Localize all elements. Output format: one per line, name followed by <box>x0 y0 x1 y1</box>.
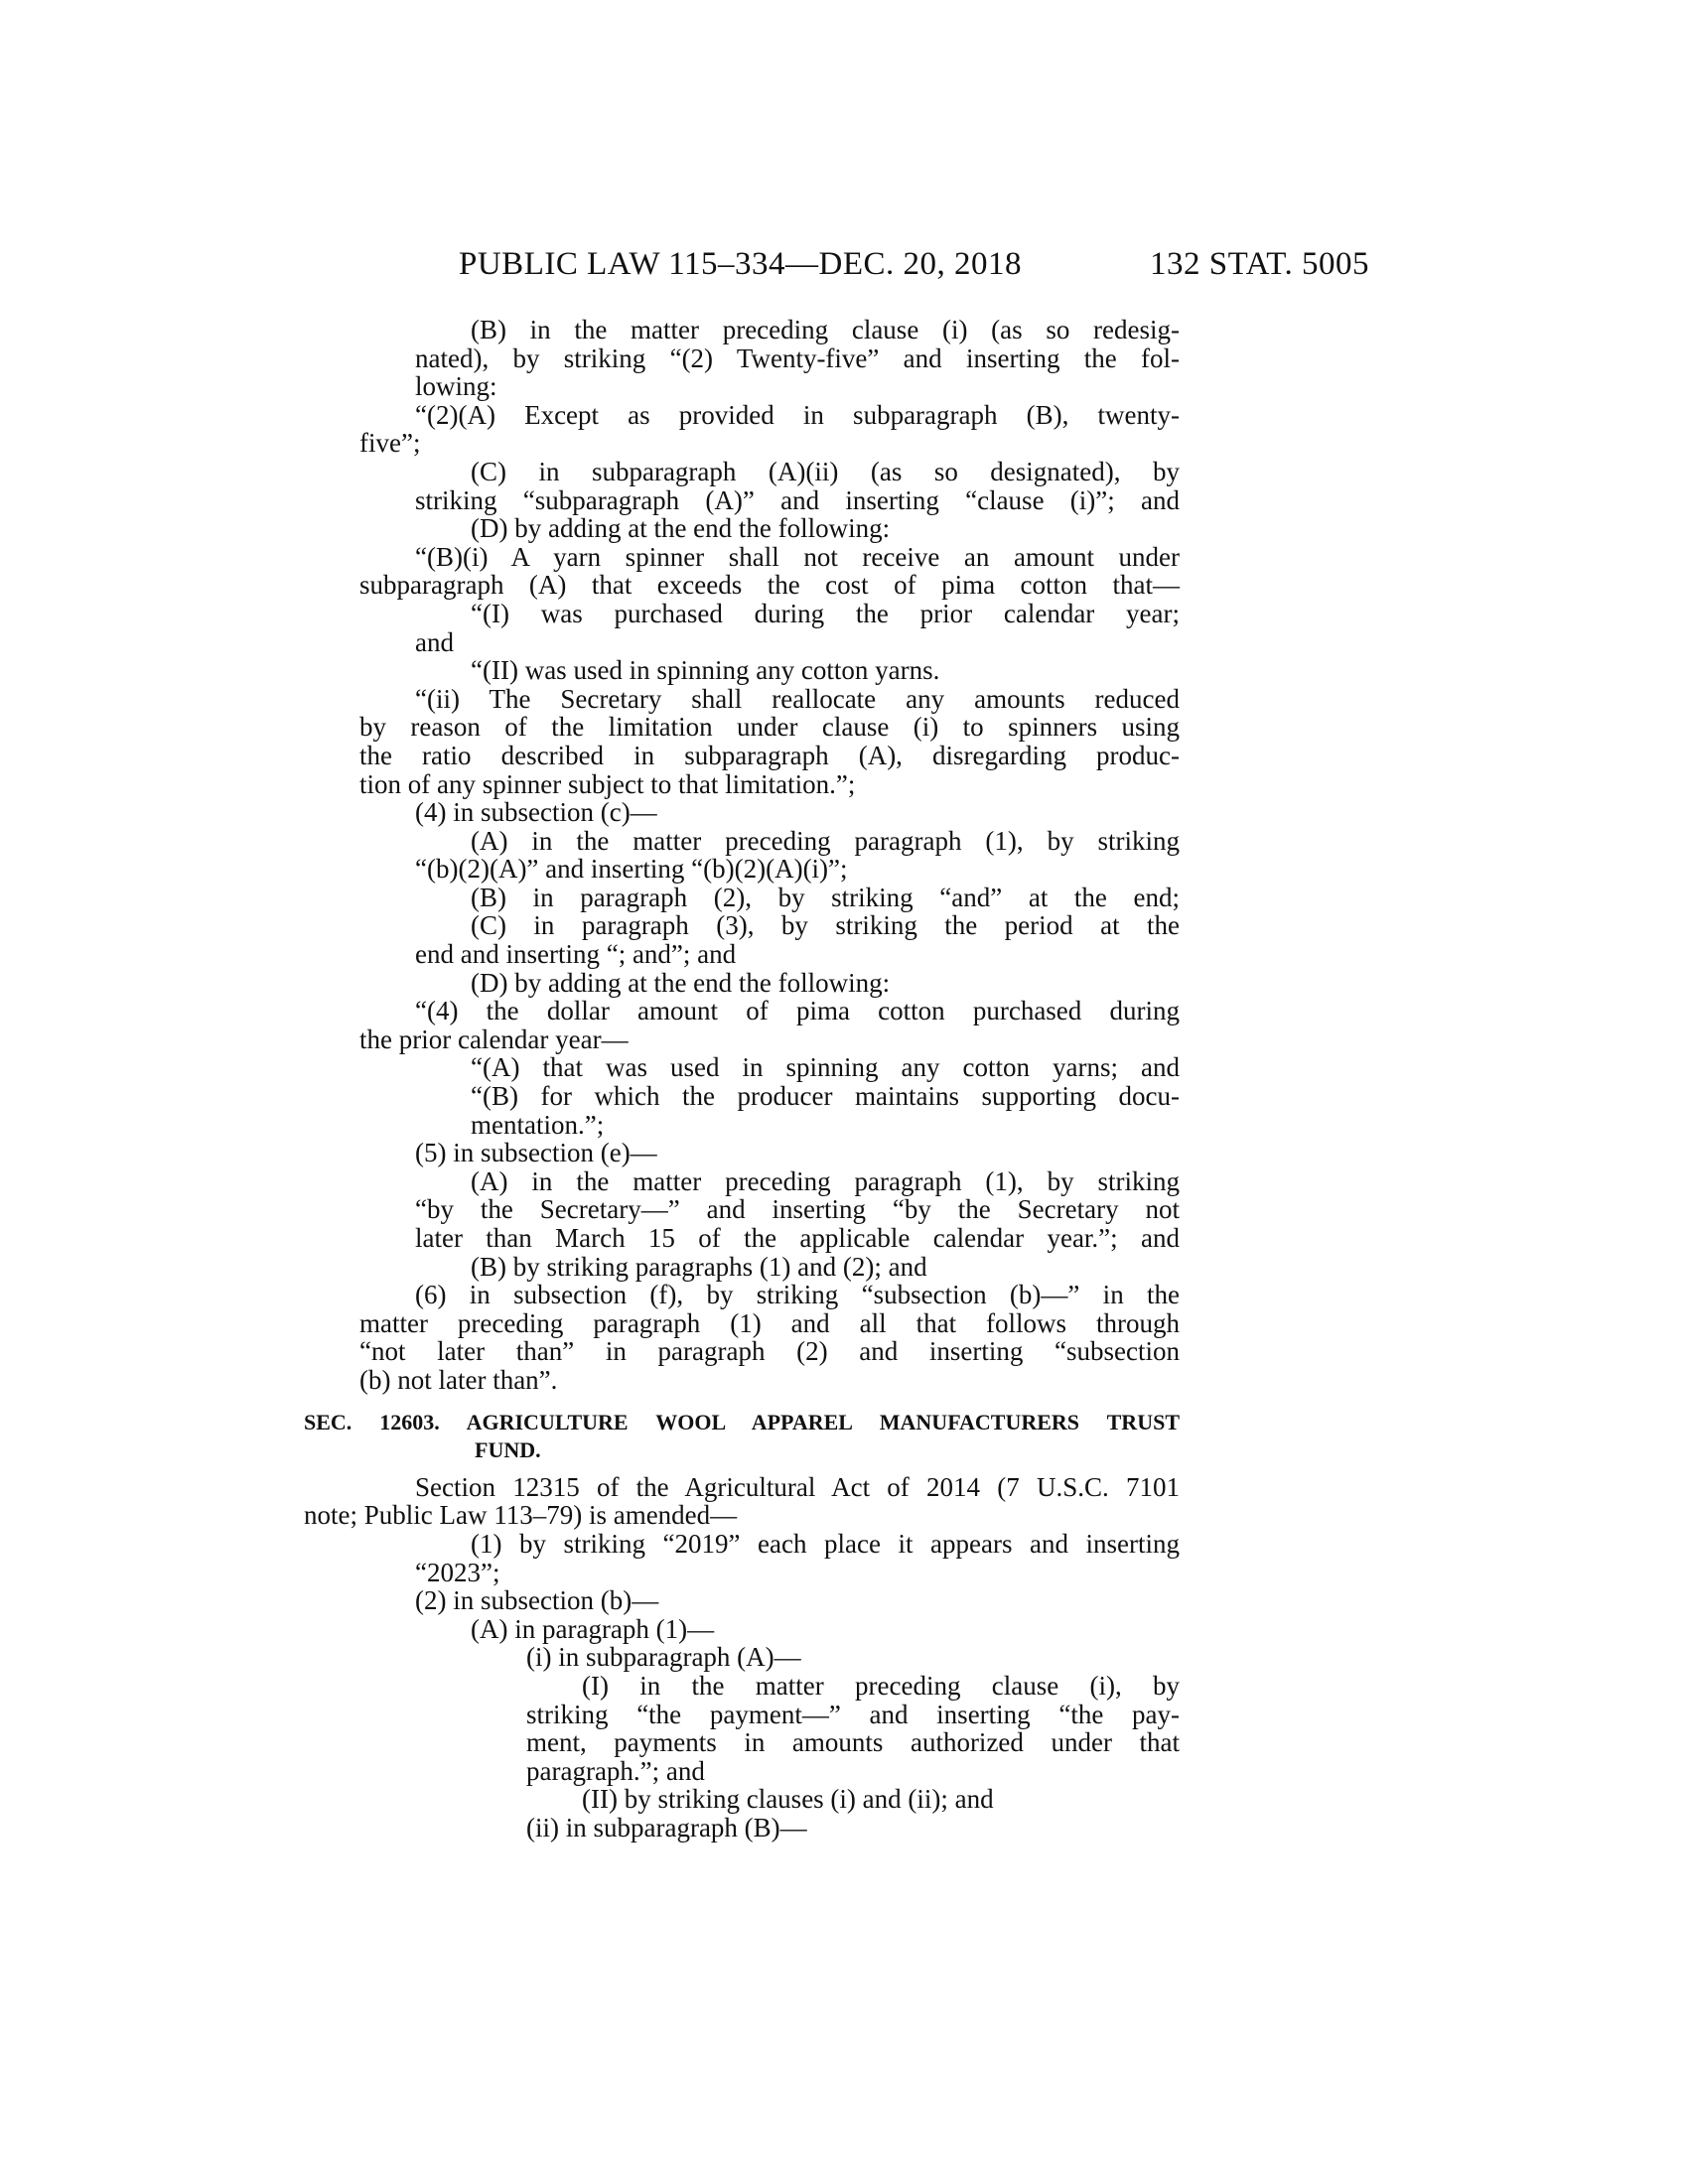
text-line: note; Public Law 113–79) is amended— <box>304 1500 738 1531</box>
text-line: by reason of the limitation under clause (i) to spinners using <box>359 712 1180 743</box>
section-heading-continued: FUND. <box>475 1437 541 1463</box>
text-line: and <box>415 626 454 657</box>
text-line: (D) by adding at the end the following: <box>471 513 891 544</box>
text-line: lowing: <box>415 371 497 402</box>
text-line: “(II) was used in spinning any cotton yarns. <box>471 655 940 686</box>
text-line: (A) in the matter preceding paragraph (1), by striking <box>471 825 1180 856</box>
text-line: ment, payments in amounts authorized under that <box>526 1727 1180 1758</box>
text-line: the ratio described in subparagraph (A), disregarding produc- <box>359 740 1180 770</box>
text-line: (C) in paragraph (3), by striking the period at the <box>471 910 1180 941</box>
text-line: nated), by striking “(2) Twenty-five” and inserting the fol- <box>415 342 1180 373</box>
text-line: paragraph.”; and <box>526 1755 705 1786</box>
text-line: (A) in paragraph (1)— <box>471 1613 715 1644</box>
text-line: tion of any spinner subject to that limitation.”; <box>359 768 856 799</box>
text-line: (4) in subsection (c)— <box>415 797 657 828</box>
page-citation: 132 STAT. 5005 <box>1150 246 1370 282</box>
text-line: the prior calendar year— <box>359 1024 629 1054</box>
section-heading: SEC. 12603. AGRICULTURE WOOL APPAREL MANUFACTURERS TRUST <box>304 1409 1180 1434</box>
text-line: subparagraph (A) that exceeds the cost of pima cotton that— <box>359 570 1180 601</box>
text-line: “(ii) The Secretary shall reallocate any amounts reduced <box>415 683 1180 714</box>
text-line: (6) in subsection (f), by striking “subsection (b)—” in the <box>415 1280 1180 1310</box>
text-line: five”; <box>359 428 421 459</box>
section-spacer <box>359 1395 1180 1409</box>
text-line: later than March 15 of the applicable calendar year.”; and <box>415 1223 1180 1253</box>
text-line: (I) in the matter preceding clause (i), by <box>582 1670 1180 1701</box>
text-line: striking “subparagraph (A)” and inserting “clause (i)”; and <box>415 484 1180 515</box>
text-line: (1) by striking “2019” each place it appears and inserting <box>471 1528 1180 1559</box>
text-line: “(b)(2)(A)” and inserting “(b)(2)(A)(i)”; <box>415 854 848 885</box>
text-line: (ii) in subparagraph (B)— <box>526 1812 807 1843</box>
body-text <box>304 315 1180 1843</box>
text-line: (B) in the matter preceding clause (i) (as so redesig- <box>471 315 1180 344</box>
text-line: (i) in subparagraph (A)— <box>526 1642 801 1673</box>
text-line: “by the Secretary—” and inserting “by the Secretary not <box>415 1194 1180 1225</box>
text-line: “(B)(i) A yarn spinner shall not receive an amount under <box>415 541 1180 572</box>
text-line: mentation.”; <box>471 1109 605 1140</box>
text-line: (b) not later than”. <box>359 1364 558 1395</box>
text-line: (2) in subsection (b)— <box>415 1585 659 1616</box>
text-line: (B) in paragraph (2), by striking “and” at the end; <box>471 882 1180 912</box>
text-line: Section 12315 of the Agricultural Act of 2014 (7 U.S.C. 7101 <box>415 1471 1180 1502</box>
text-line: (5) in subsection (e)— <box>415 1138 657 1168</box>
text-line: “(A) that was used in spinning any cotton yarns; and <box>471 1052 1180 1083</box>
text-line: “not later than” in paragraph (2) and inserting “subsection <box>359 1336 1180 1367</box>
text-line: “(2)(A) Except as provided in subparagraph (B), twenty- <box>415 399 1180 430</box>
text-line: (A) in the matter preceding paragraph (1), by striking <box>471 1165 1180 1196</box>
text-line: “(4) the dollar amount of pima cotton purchased during <box>415 996 1180 1026</box>
text-line: end and inserting “; and”; and <box>415 939 737 970</box>
text-line: matter preceding paragraph (1) and all that follows through <box>359 1307 1180 1338</box>
text-line: (B) by striking paragraphs (1) and (2); and <box>471 1251 927 1282</box>
text-line: “(I) was purchased during the prior calendar year; <box>471 598 1180 628</box>
text-line: (II) by striking clauses (i) and (ii); and <box>582 1784 994 1815</box>
text-line: “2023”; <box>415 1557 500 1587</box>
text-line: “(B) for which the producer maintains supporting docu- <box>471 1081 1180 1112</box>
running-header: PUBLIC LAW 115–334—DEC. 20, 2018 <box>459 246 1023 282</box>
text-line: (C) in subparagraph (A)(ii) (as so designated), by <box>471 456 1180 486</box>
text-line: (D) by adding at the end the following: <box>471 967 891 998</box>
text-line: striking “the payment—” and inserting “the pay- <box>526 1699 1180 1729</box>
